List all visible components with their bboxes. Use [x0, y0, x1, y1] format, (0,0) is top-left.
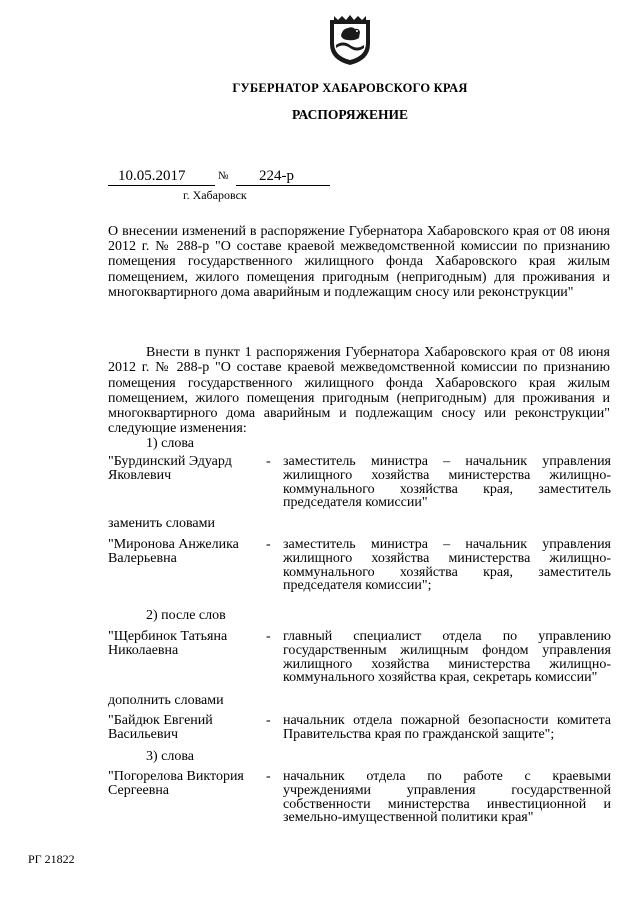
- append-label: дополнить словами: [108, 693, 224, 708]
- order-city: г. Хабаровск: [183, 188, 247, 202]
- entry-baidyuk-dash: -: [266, 713, 271, 728]
- order-number: 224-р: [259, 168, 294, 184]
- item-3-label: 3) слова: [146, 749, 195, 764]
- entry-burdinsky-desc: заместитель министра – начальник управления жилищного хозяйства министерства жилищно-коммунального хозяйства края, заместитель председателя комиссии": [283, 454, 611, 511]
- order-date: 10.05.2017: [118, 168, 186, 184]
- entry-scherbinok-dash: -: [266, 629, 271, 644]
- item-1-label: 1) слова: [146, 436, 195, 451]
- entry-mironova-desc: заместитель министра – начальник управления жилищного хозяйства министерства жилищно-коммунального хозяйства края, заместитель председателя комиссии";: [283, 537, 611, 594]
- date-underline: [108, 185, 215, 186]
- document-type-heading: РАСПОРЯЖЕНИЕ: [291, 107, 409, 122]
- entry-mironova-name: "Миронова Анжелика Валерьевна: [108, 537, 239, 566]
- entry-baidyuk-name: "Байдюк Евгений Васильевич: [108, 713, 213, 742]
- entry-pogorelova-dash: -: [266, 769, 271, 784]
- entry-burdinsky-dash: -: [266, 454, 271, 469]
- entry-pogorelova-name: "Погорелова Виктория Сергеевна: [108, 769, 244, 798]
- order-body: Внести в пункт 1 распоряжения Губернатора Хабаровского края от 08 июня 2012 г. № 288-р "О составе краевой межведомственной комиссии по признанию помещения государственного жилищного фонда Хабаровского края жилым помещением, жилого помещения пригодным (непригодным) для проживания и многоквартирного дома аварийным и подлежащим сносу или реконструкции" следующие изменения:: [108, 345, 610, 437]
- entry-baidyuk-desc: начальник отдела пожарной безопасности комитета Правительства края по гражданской защите";: [283, 713, 611, 742]
- coat-of-arms-emblem: [326, 14, 374, 66]
- item-2-label: 2) после слов: [146, 608, 226, 623]
- entry-pogorelova-desc: начальник отдела по работе с краевыми учреждениями управления государственной собственности министерства инвестиционной и земельно-имущественной политики края": [283, 769, 611, 826]
- entry-scherbinok-name: "Щербинок Татьяна Николаевна: [108, 629, 228, 658]
- order-subject: О внесении изменений в распоряжение Губернатора Хабаровского края от 08 июня 2012 г. № 288-р "О составе краевой межведомственной комиссии по признанию помещения государственного жилищного фонда Хабаровского края жилым помещением, жилого помещения пригодным (непригодным) для проживания и многоквартирного дома аварийным и подлежащим сносу или реконструкции": [108, 224, 610, 300]
- number-underline: [236, 185, 330, 186]
- entry-scherbinok-desc: главный специалист отдела по управлению государственным жилищным фондом управления жилищного хозяйства министерства жилищно-коммунального хозяйства края, секретарь комиссии": [283, 629, 611, 686]
- registration-code: РГ 21822: [28, 852, 75, 866]
- authority-heading: ГУБЕРНАТОР ХАБАРОВСКОГО КРАЯ: [232, 81, 468, 95]
- replace-label: заменить словами: [108, 516, 215, 531]
- number-sign: №: [218, 170, 229, 182]
- entry-burdinsky-name: "Бурдинский Эдуард Яковлевич: [108, 454, 232, 483]
- entry-mironova-dash: -: [266, 537, 271, 552]
